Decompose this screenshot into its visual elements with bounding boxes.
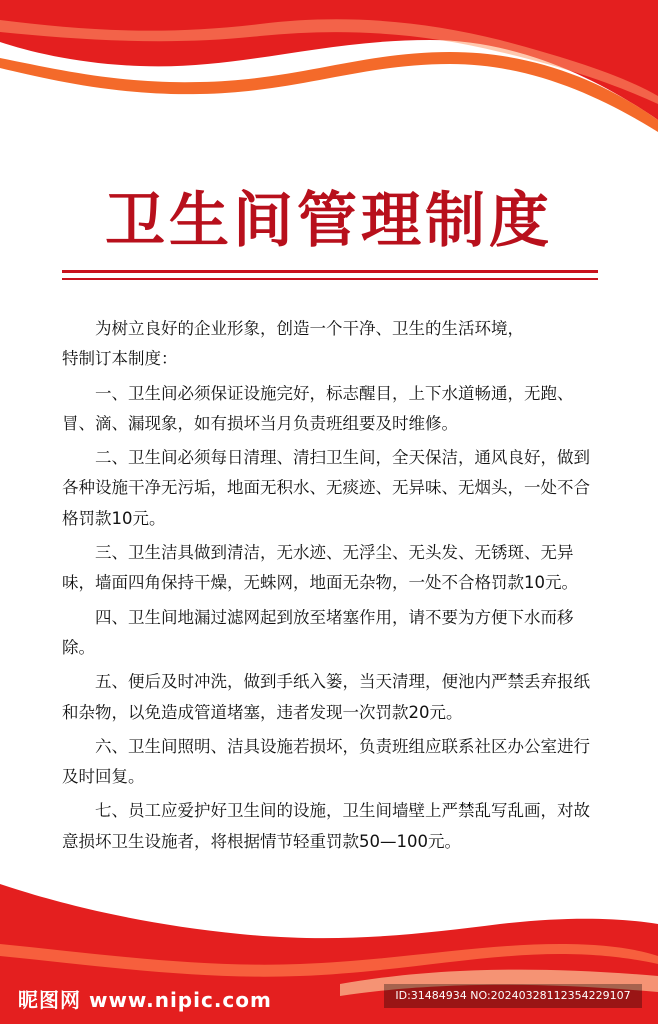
clause-4: 四、卫生间地漏过滤网起到放至堵塞作用，请不要为方便下水而移除。 [62,607,574,657]
page-title: 卫生间管理制度 [105,186,553,256]
regulation-body [62,314,602,857]
watermark-id: ID:31484934 NO:20240328112354229107 [384,984,642,1008]
clause-7: 七、员工应爱护好卫生间的设施，卫生间墙壁上严禁乱写乱画，对故意损坏卫生设施者，将根据情节轻重罚款50—100元。 [62,801,590,851]
clause-3: 三、卫生洁具做到清洁，无水迹、无浮尘、无头发、无锈斑、无异味，墙面四角保持干燥，无蛛网，地面无杂物，一处不合格罚款10元。 [62,543,578,593]
title-underline-thick [62,270,598,273]
top-wave-decoration [0,0,658,140]
intro-line-2: 特制订本制度： [62,349,178,369]
clause-2: 二、卫生间必须每日清理、清扫卫生间，全天保洁，通风良好，做到各种设施干净无污垢，地面无积水、无痰迹、无异味、无烟头，一处不合格罚款10元。 [62,448,590,528]
clause-1: 一、卫生间必须保证设施完好，标志醒目，上下水道畅通，无跑、冒、滴、漏现象，如有损坏当月负责班组要及时维修。 [62,383,574,433]
clause-5: 五、便后及时冲洗，做到手纸入篓，当天清理，便池内严禁丢弃报纸和杂物，以免造成管道堵塞，违者发现一次罚款20元。 [62,672,590,722]
intro-line-1: 为树立良好的企业形象，创造一个干净、卫生的生活环境， [95,319,524,338]
watermark-logo: 昵图网 www.nipic.com [18,988,272,1012]
title-underline-thin [62,278,598,280]
clause-6: 六、卫生间照明、洁具设施若损坏，负责班组应联系社区办公室进行及时回复。 [62,736,590,787]
